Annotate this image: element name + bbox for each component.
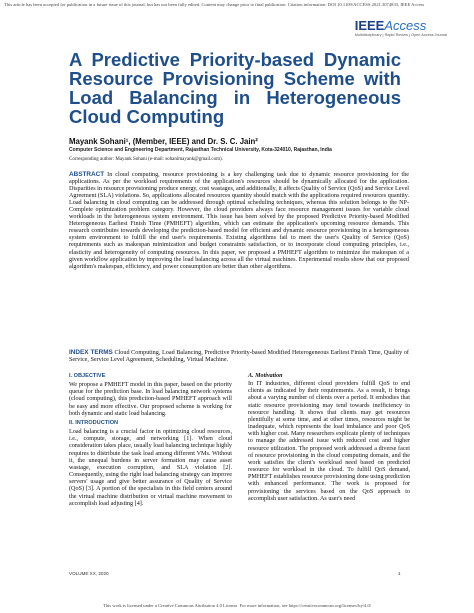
section-text-introduction: Load balancing is a crucial factor in optimizing cloud resources, i.e., compute, storage, and networking [1]. When cloud consideration takes place, usually load balancing technique highly requires to distribute the task load among different VMs. Without it, the unequal burdens in server formation may cause asset wastage, execution corruption, and SLA violation [2]. Consequently, using the right load balancing strategy can improve servers' usage and give better assurance of Quality of Service (QoS) [3]. A portion of the specialists in this field centers around the virtual machine distribution or virtual machine movement to accomplish load adjusting [4]. xyxy=(69,429,232,507)
abstract-text: In cloud computing, resource provisioning is a key challenging task due to dynamic resource provisioning for the applications. As per the workload requirements of the application's resources should be dynamically allocated for the application. Disparities in resource provisioning produce energy, cost wastages, and additionally, it affects Quality of Service (QoS) and Service Level Agreement (SLA) violations. So, applications allocated resources quantity should match with the applications required resources quantity. Load balancing in cloud computing can be addressed through optimal scheduling techniques, whereas this solution belongs to the NP-Complete optimization problem category. However, the cloud providers always face resource management issues for variable cloud workloads in the heterogeneous system environment. This issue has been solved by the proposed Predictive Priority-based Modified Heterogeneous Earliest Finish Time (PMHEFT) algorithm, which can estimate the application's upcoming resource demands. This research contributes towards developing the prediction-based model for efficient and dynamic resource provisioning in a heterogeneous system environment to fulfill the end user's requirements. Existing algorithms fail to meet the user's Quality of Service (QoS) requirements such as makespan minimization and budget constraints satisfaction, or to incorporate cloud computing principles, i.e., elasticity and heterogeneity of computing resources. In this paper, we proposed a PMHEFT algorithm to minimize the makespan of a given workflow application by improving the load balancing across all the virtual machines. Experimental results show that our proposed algorithm's makespan, efficiency, and power consumption are better than other algorithms. xyxy=(69,172,409,270)
paper-title: A Predictive Priority-based Dynamic Resource Provisioning Scheme with Load Balancing in Heterogeneous Cloud Computing xyxy=(69,49,401,127)
publication-banner: This article has been accepted for publication in a future issue of this journal, but has not been fully edited. Content may change prior to final publication. Citation information: DOI 10.1109/ACCESS.2021.3074833, IEEE Access xyxy=(4,2,425,7)
journal-logo-brand xyxy=(355,18,447,33)
abstract xyxy=(69,171,409,271)
logo-tagline: Multidisciplinary | Rapid Review | Open Access Journal xyxy=(354,33,447,37)
index-terms-text: Cloud Computing, Load Balancing, Predictive Priority-based Modified Heterogeneous Earliest Finish Time, Quality of Service, Service Level Agreement, Scheduling, Virtual Machine. xyxy=(69,350,409,364)
paper-authors: Mayank Sohani¹, (Member, IEEE) and Dr. S. C. Jain² xyxy=(69,137,258,146)
section-heading-introduction: II. INTRODUCTION xyxy=(69,419,119,426)
logo-ieee: IEEE xyxy=(354,18,385,33)
author-affiliation: Computer Science and Engineering Department, Rajasthan Technical University, Kota-324010, Rajasthan, India xyxy=(69,147,332,153)
index-terms xyxy=(69,349,409,364)
abstract-label: ABSTRACT xyxy=(69,171,105,178)
left-column xyxy=(69,371,232,508)
subsection-heading-motivation: A. Motivation xyxy=(248,373,283,379)
journal-logo xyxy=(355,18,447,37)
subsection-text-motivation: In IT industries, different cloud providers fulfill QoS to end clients as indicated by their requirements. As a result, it brings about a varying number of clients over a period. It embodies that static resource provisioning may tend towards inefficiency to resource handling. It shows that clients may get resources plentifully at some time, and at other times, resources might be inadequate, which represents the load imbalance and poor QoS with higher cost. Many researchers explicate plenty of techniques to manage the addressed issue with reduced cost and higher resource utilization. The proposed work addressed a diverse facet of resource provisioning in the cloud computing domain, and the work satisfies the client's workload need based on predicted resource for workload in the cloud. To fulfill QoS demand, PMHEFT establishes resource provisioning done using prediction with enhanced performance. The work is proposed for provisioning the services based on the QoS approach to accomplish user satisfaction. As user's need xyxy=(248,381,410,502)
right-column xyxy=(248,371,410,503)
section-text-objective: We propose a PMHEFT model in this paper, based on the priority queue for the prediction base. In load balancing network systems (cloud computing), this prediction-based PMHEFT approach will be easy and more effective. Our proposed scheme is working for both dynamic and static load balancing. xyxy=(69,382,232,417)
logo-access: Access xyxy=(384,18,427,33)
license-note: This work is licensed under a Creative Commons Attribution 4.0 License. For more information, see https://creativecommons.org/licenses/by/4.0/ xyxy=(102,603,372,608)
corresponding-author: Corresponding author: Mayank Sohani (e-mail: sohanimayank@gmail.com). xyxy=(69,157,223,162)
footer-page-number: 1 xyxy=(398,571,401,576)
footer-volume: VOLUME XX, 2020 xyxy=(69,571,109,576)
index-terms-label: INDEX TERMS xyxy=(69,349,113,356)
section-heading-objective: I. OBJECTIVE xyxy=(69,373,106,379)
